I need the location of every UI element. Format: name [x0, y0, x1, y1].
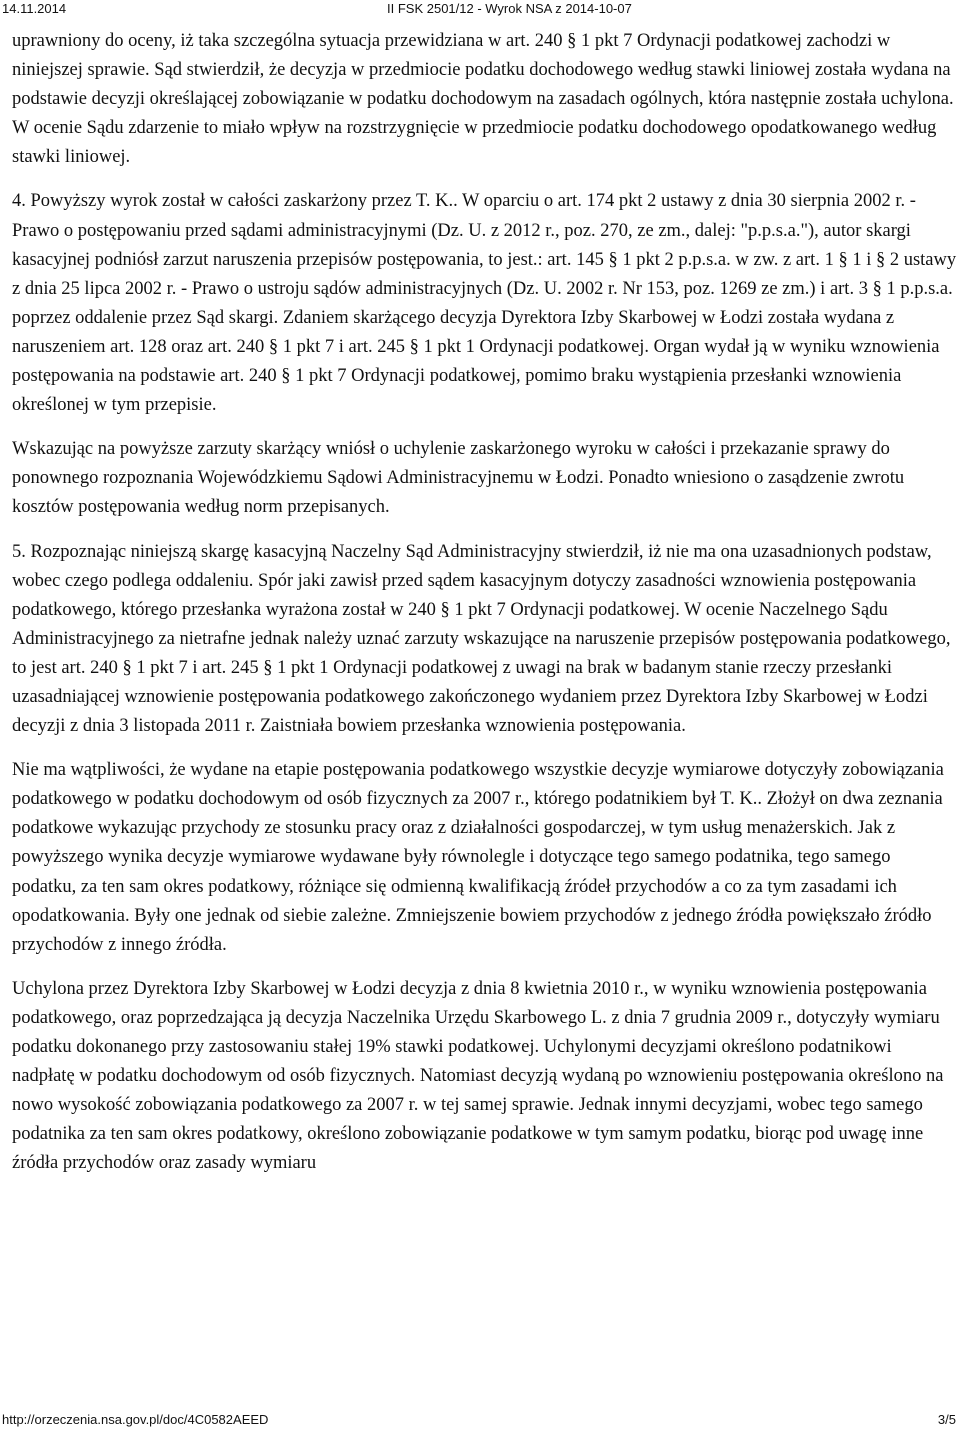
paragraph-4: 5. Rozpoznając niniejszą skargę kasacyjną Naczelny Sąd Administracyjny stwierdził, iż nie ma ona uzasadnionych podstaw, wobec czego podlega oddaleniu. Spór jaki zawisł przed sądem kasacyjnym dotyczy zasadności wznowienia postępowania podatkowego, którego przesłanka wyrażona został w 240 § 1 pkt 7 Ordynacji podatkowej. W ocenie Naczelnego Sądu Administracyjnego za nietrafne jednak należy uznać zarzuty wskazujące na naruszenie przepisów postępowania podatkowego, to jest art. 240 § 1 pkt 7 i art. 245 § 1 pkt 1 Ordynacji podatkowej z uwagi na brak w badanym stanie rzeczy przesłanki uzasadniającej wznowienie postępowania podatkowego zakończonego wydaniem przez Dyrektora Izby Skarbowej w Łodzi decyzji z dnia 3 listopada 2011 r. Zaistniała bowiem przesłanka wznowienia postępowania. [12, 541, 951, 737]
page-number: 3/5 [937, 1412, 956, 1427]
page-footer [0, 1411, 960, 1431]
document-title: II FSK 2501/12 - Wyrok NSA z 2014-10-07 [387, 1, 632, 16]
document-body [12, 27, 958, 1193]
paragraph-5: Nie ma wątpliwości, że wydane na etapie postępowania podatkowego wszystkie decyzje wymiarowe dotyczyły zobowiązania podatkowego w podatku dochodowym od osób fizycznych za 2007 r., którego podatnikiem był T. K.. Złożył on dwa zeznania podatkowe wykazując przychody ze stosunku pracy oraz z działalności gospodarczej, w tym usług menażerskich. Jak z powyższego wynika decyzje wymiarowe wydawane były równolegle i dotyczące tego samego podatnika, tego samego podatku, za ten sam okres podatkowy, różniące się odmienną kwalifikacją źródeł przychodów a co za tym zasadami ich opodatkowania. Były one jednak od siebie zależne. Zmniejszenie bowiem przychodów z jednego źródła powiększało źródło przychodów z innego źródła. [12, 760, 944, 955]
print-date: 14.11.2014 [2, 1, 67, 16]
paragraph-1: uprawniony do oceny, iż taka szczególna sytuacja przewidziana w art. 240 § 1 pkt 7 Ordynacji podatkowej zachodzi w niniejszej sprawie. Sąd stwierdził, że decyzja w przedmiocie podatku dochodowego według stawki liniowej została wydana na podstawie decyzji określającej zobowiązanie w podatku dochodowym na zasadach ogólnych, która następnie została uchylona. W ocenie Sądu zdarzenie to miało wpływ na rozstrzygnięcie w przedmiocie podatku dochodowego opodatkowanego według stawki liniowej. [12, 31, 954, 168]
paragraph-3: Wskazując na powyższe zarzuty skarżący wniósł o uchylenie zaskarżonego wyroku w całości i przekazanie sprawy do ponownego rozpoznania Wojewódzkiemu Sądowi Administracyjnemu w Łodzi. Ponadto wniesiono o zasądzenie zwrotu kosztów postępowania według norm przepisanych. [12, 439, 905, 518]
paragraph-2: 4. Powyższy wyrok został w całości zaskarżony przez T. K.. W oparciu o art. 174 pkt 2 ustawy z dnia 30 sierpnia 2002 r. - Prawo o postępowaniu przed sądami administracyjnymi (Dz. U. z 2012 r., poz. 270, ze zm., dalej: "p.p.s.a."), autor skargi kasacyjnej podniósł zarzut naruszenia przepisów postępowania, to jest.: art. 145 § 1 pkt 2 p.p.s.a. w zw. z art. 1 § 1 i § 2 ustawy z dnia 25 lipca 2002 r. - Prawo o ustroju sądów administracyjnych (Dz. U. 2002 r. Nr 153, poz. 1269 ze zm.) i art. 3 § 1 p.p.s.a. poprzez oddalenie przez Sąd skargi. Zdaniem skarżącego decyzja Dyrektora Izby Skarbowej w Łodzi została wydana z naruszeniem art. 128 oraz art. 240 § 1 pkt 7 i art. 245 § 1 pkt 1 Ordynacji podatkowej. Organ wydał ją w wyniku wznowienia postępowania na podstawie art. 240 § 1 pkt 7 Ordynacji podatkowej, pomimo braku wystąpienia przesłanki wznowienia określonej w tym przepisie. [12, 191, 957, 416]
source-url[interactable]: http://orzeczenia.nsa.gov.pl/doc/4C0582AEED [2, 1412, 269, 1427]
page-header [0, 0, 960, 20]
paragraph-6: Uchylona przez Dyrektora Izby Skarbowej w Łodzi decyzja z dnia 8 kwietnia 2010 r., w wyniku wznowienia postępowania podatkowego, oraz poprzedzająca ją decyzja Naczelnika Urzędu Skarbowego L. z dnia 7 grudnia 2009 r., dotyczyły wymiaru podatku dokonanego przy zastosowaniu stałej 19% stawki podatkowej. Uchylonymi decyzjami określono podatnikowi nadpłatę w podatku dochodowym od osób fizycznych. Natomiast decyzją wydaną po wznowieniu postępowania określono na nowo wysokość zobowiązania podatkowego za 2007 r. w tej samej sprawie. Jednak innymi decyzjami, wobec tego samego podatnika za ten sam okres podatkowy, określono zobowiązanie podatkowe w tym samym podatku, biorąc pod uwagę inne źródła przychodów oraz zasady wymiaru [12, 978, 944, 1174]
